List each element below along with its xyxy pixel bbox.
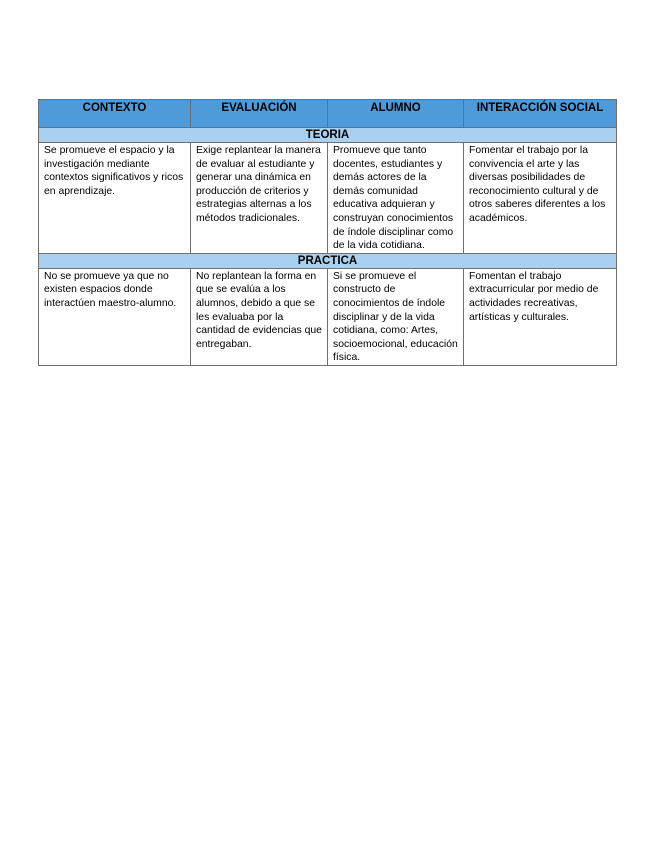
header-row <box>39 100 617 128</box>
table-row <box>39 143 617 254</box>
cell-teoria-alumno: Promueve que tanto docentes, estudiantes y demás actores de la demás comunidad educativa adquieran y construyan conocimientos de índole disciplinar como de la vida cotidiana. <box>328 143 464 254</box>
section-row-teoria <box>39 128 617 143</box>
cell-teoria-evaluacion: Exige replantear la manera de evaluar al estudiante y generar una dinámica en producción de criterios y estrategias alternas a los métodos tradicionales. <box>191 143 328 254</box>
cell-practica-alumno: Si se promueve el constructo de conocimientos de índole disciplinar y de la vida cotidiana, como: Artes, socioemocional, educación física. <box>328 268 464 365</box>
cell-teoria-interaccion: Fomentar el trabajo por la convivencia el arte y las diversas posibilidades de reconocimiento cultural y de otros saberes diferentes a los académicos. <box>464 143 617 254</box>
header-evaluacion: EVALUACIÓN <box>191 100 328 128</box>
comparison-table <box>38 99 617 366</box>
section-title-teoria: TEORIA <box>39 128 617 143</box>
cell-teoria-contexto: Se promueve el espacio y la investigación mediante contextos significativos y ricos en aprendizaje. <box>39 143 191 254</box>
section-row-practica <box>39 253 617 268</box>
header-interaccion-social: INTERACCIÓN SOCIAL <box>464 100 617 128</box>
header-contexto: CONTEXTO <box>39 100 191 128</box>
cell-practica-interaccion: Fomentan el trabajo extracurricular por medio de actividades recreativas, artísticas y culturales. <box>464 268 617 365</box>
header-alumno: ALUMNO <box>328 100 464 128</box>
cell-practica-contexto: No se promueve ya que no existen espacios donde interactúen maestro-alumno. <box>39 268 191 365</box>
section-title-practica: PRACTICA <box>39 253 617 268</box>
cell-practica-evaluacion: No replantean la forma en que se evalúa a los alumnos, debido a que se les evaluaba por la cantidad de evidencias que entregaban. <box>191 268 328 365</box>
table-row <box>39 268 617 365</box>
